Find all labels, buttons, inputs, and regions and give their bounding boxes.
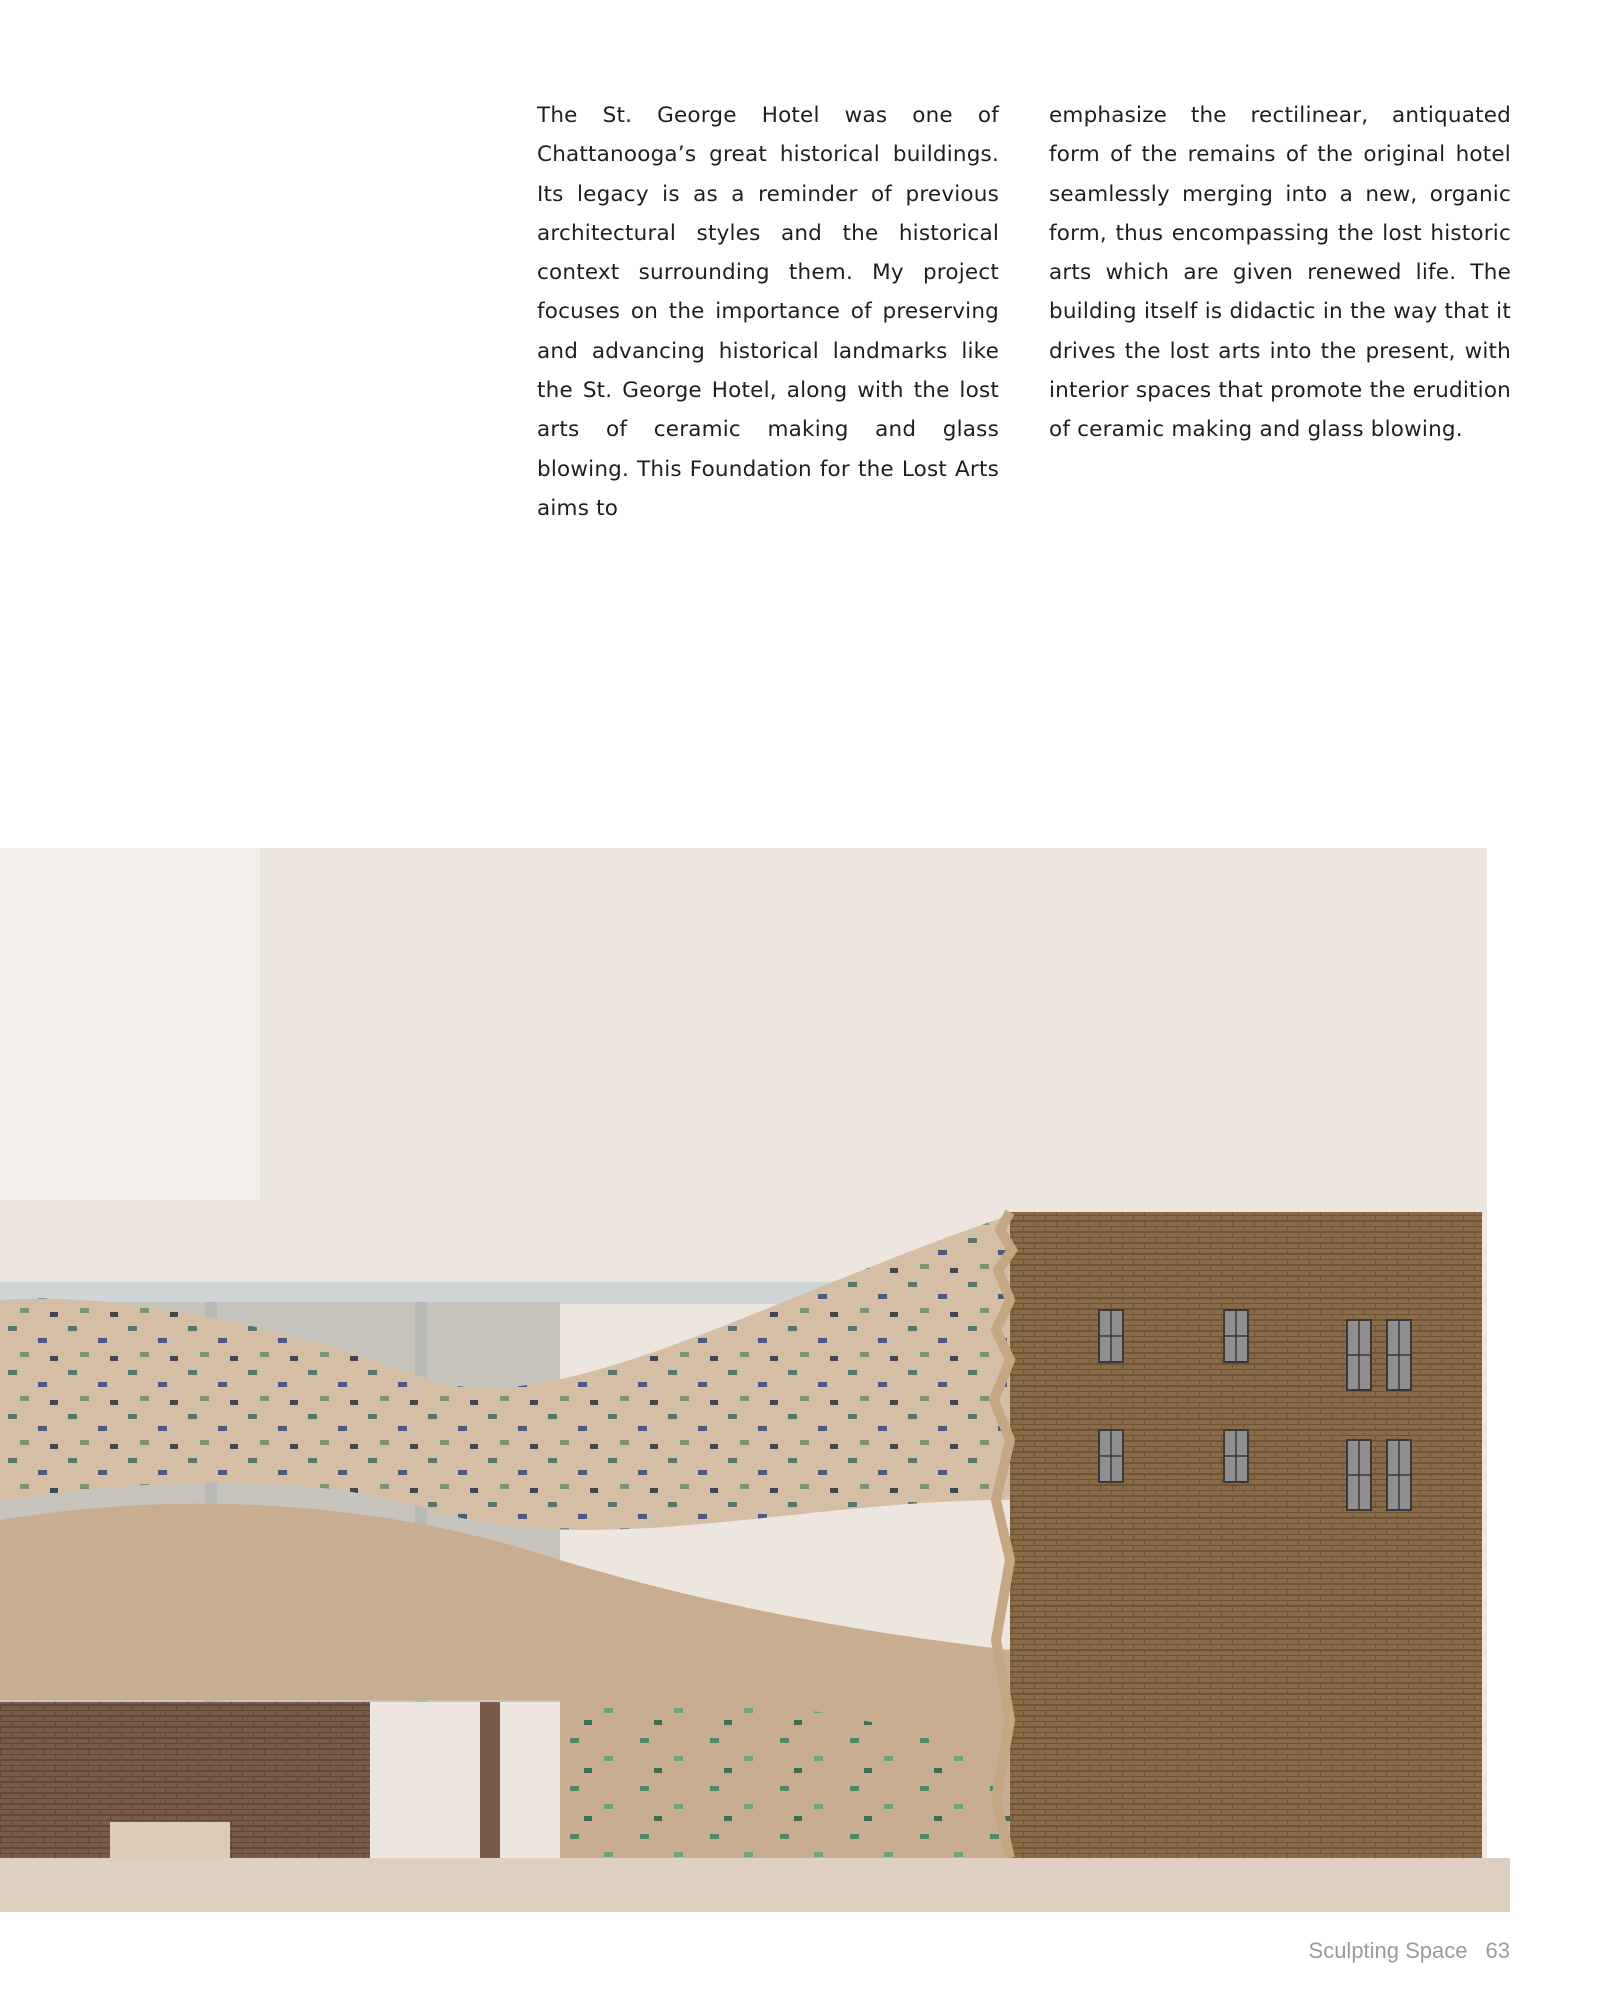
- page-number: 63: [1485, 1938, 1510, 1963]
- ground-base: [0, 1858, 1510, 1912]
- page-footer: [1309, 1938, 1510, 1964]
- body-text-column-right: emphasize the rectilinear, antiquated form of the remains of the original hotel seamlessly merging into a new, organic form, thus encompassing the lost historic arts which are given renewed life. The building itself is didactic in the way that it drives the lost arts into the present, with interior spaces that promote the erudition of ceramic making and glass blowing.: [1049, 103, 1511, 443]
- historic-hotel-facade: [994, 1212, 1482, 1858]
- body-text-column-left: The St. George Hotel was one of Chattanooga’s great historical buildings. Its legacy is as a reminder of previous architectural styles and the historical context surrounding them. My project focuses on the importance of preserving and advancing historical landmarks like the St. George Hotel, along with the lost arts of ceramic making and glass blowing. This Foundation for the Lost Arts aims to: [537, 103, 999, 521]
- section-title: Sculpting Space: [1308, 1938, 1468, 1963]
